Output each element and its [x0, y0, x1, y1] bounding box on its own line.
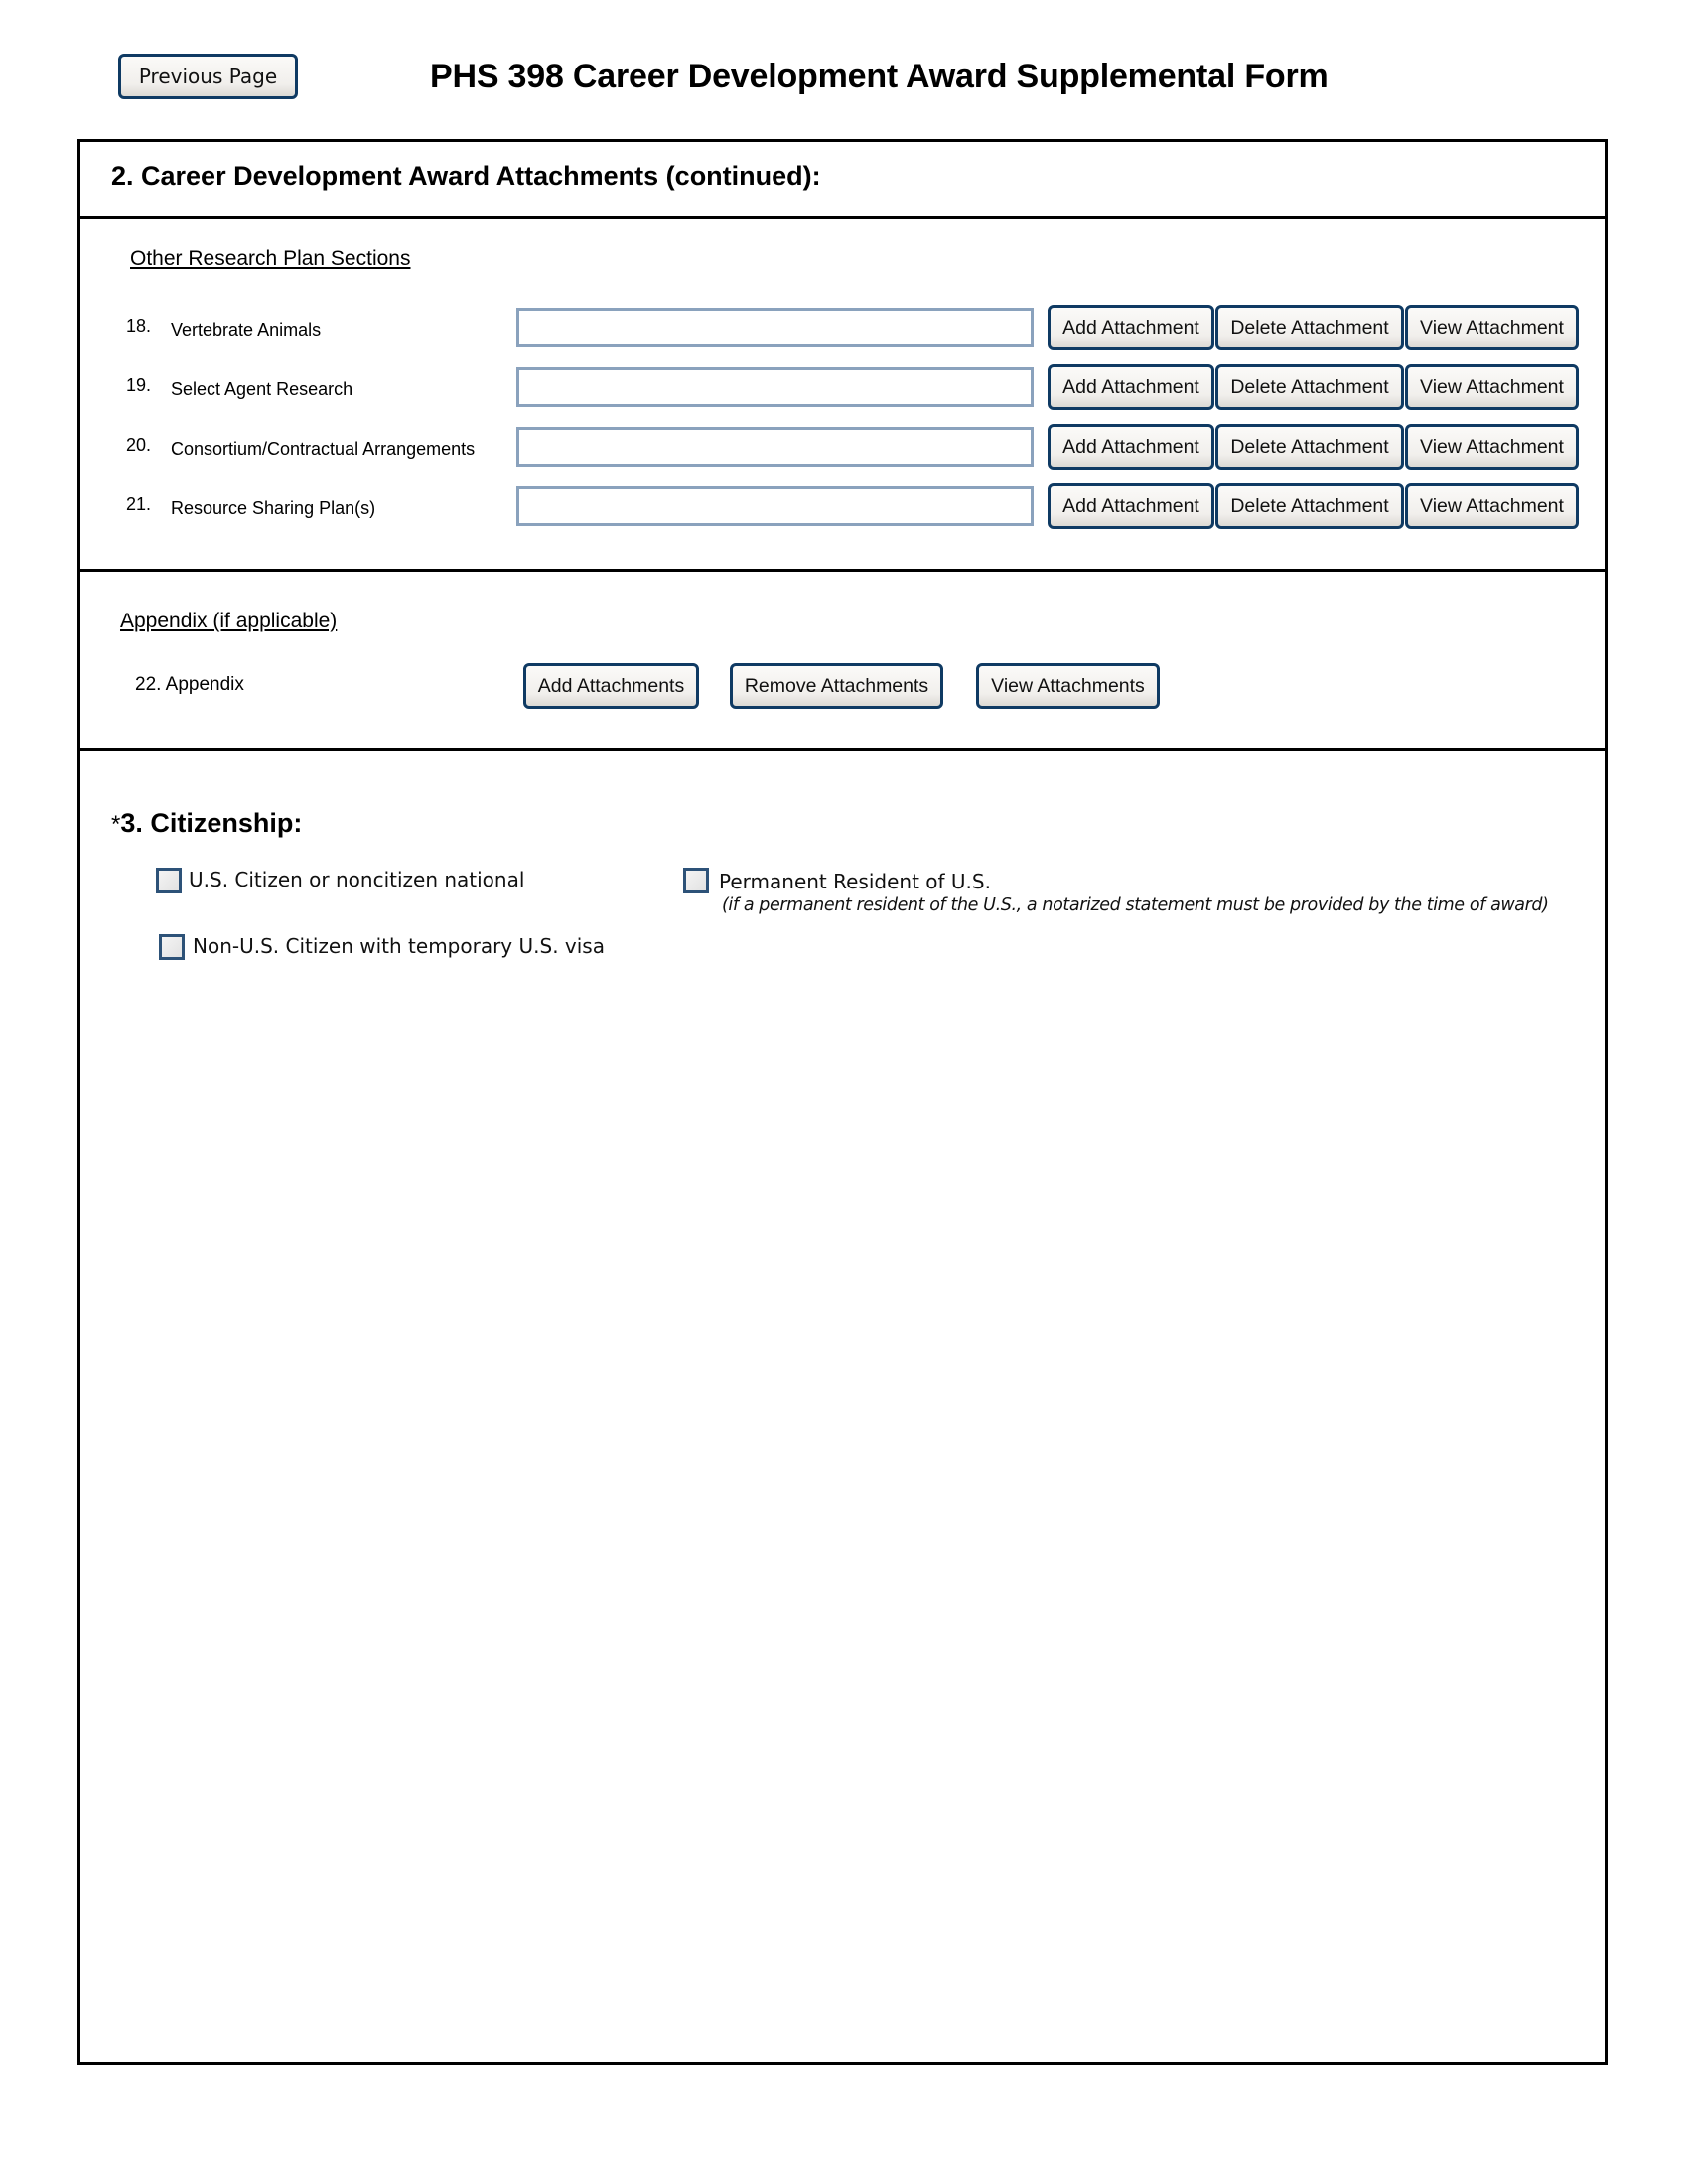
add-attachment-button[interactable]: Add Attachment: [1048, 364, 1214, 410]
section-divider: [77, 748, 1608, 751]
remove-attachments-button[interactable]: Remove Attachments: [730, 663, 943, 709]
page-title: PHS 398 Career Development Award Supplemental Form: [430, 58, 1329, 95]
add-attachment-button[interactable]: Add Attachment: [1048, 305, 1214, 350]
us-citizen-checkbox[interactable]: [156, 868, 182, 893]
required-marker: *: [111, 811, 121, 838]
add-attachment-button[interactable]: Add Attachment: [1048, 483, 1214, 529]
row-label: Consortium/Contractual Arrangements: [171, 439, 476, 459]
resource-sharing-plan-file-field[interactable]: [516, 486, 1034, 526]
row-label: Select Agent Research: [171, 379, 353, 399]
consortium-arrangements-file-field[interactable]: [516, 427, 1034, 467]
view-attachment-button[interactable]: View Attachment: [1405, 483, 1579, 529]
permanent-resident-note: (if a permanent resident of the U.S., a notarized statement must be provided by the time of award): [722, 895, 1549, 915]
delete-attachment-button[interactable]: Delete Attachment: [1215, 364, 1404, 410]
previous-page-button[interactable]: Previous Page: [118, 54, 298, 99]
delete-attachment-button[interactable]: Delete Attachment: [1215, 483, 1404, 529]
view-attachment-button[interactable]: View Attachment: [1405, 424, 1579, 470]
permanent-resident-label: Permanent Resident of U.S.: [719, 870, 991, 893]
row-number: 18.: [126, 316, 152, 336]
us-citizen-label: U.S. Citizen or noncitizen national: [189, 868, 525, 891]
vertebrate-animals-file-field[interactable]: [516, 308, 1034, 347]
row-number: 20.: [126, 435, 152, 455]
appendix-label: 22. Appendix: [135, 674, 244, 695]
row-number: 21.: [126, 494, 152, 514]
delete-attachment-button[interactable]: Delete Attachment: [1215, 424, 1404, 470]
row-label: Resource Sharing Plan(s): [171, 498, 376, 518]
permanent-resident-checkbox[interactable]: [683, 868, 709, 893]
view-attachment-button[interactable]: View Attachment: [1405, 305, 1579, 350]
non-us-citizen-label: Non-U.S. Citizen with temporary U.S. visa: [193, 934, 605, 958]
view-attachments-button[interactable]: View Attachments: [976, 663, 1160, 709]
other-research-plan-heading: Other Research Plan Sections: [130, 247, 411, 270]
delete-attachment-button[interactable]: Delete Attachment: [1215, 305, 1404, 350]
add-attachments-button[interactable]: Add Attachments: [523, 663, 699, 709]
view-attachment-button[interactable]: View Attachment: [1405, 364, 1579, 410]
section-2-title: 2. Career Development Award Attachments (continued):: [111, 161, 821, 191]
add-attachment-button[interactable]: Add Attachment: [1048, 424, 1214, 470]
appendix-heading: Appendix (if applicable): [120, 610, 338, 632]
section-divider: [77, 216, 1608, 219]
non-us-citizen-checkbox[interactable]: [159, 934, 185, 960]
citizenship-title: [111, 808, 302, 839]
select-agent-research-file-field[interactable]: [516, 367, 1034, 407]
row-number: 19.: [126, 375, 152, 395]
row-label: Vertebrate Animals: [171, 320, 322, 340]
citizenship-title-text: 3. Citizenship:: [120, 808, 303, 838]
section-divider: [77, 569, 1608, 572]
